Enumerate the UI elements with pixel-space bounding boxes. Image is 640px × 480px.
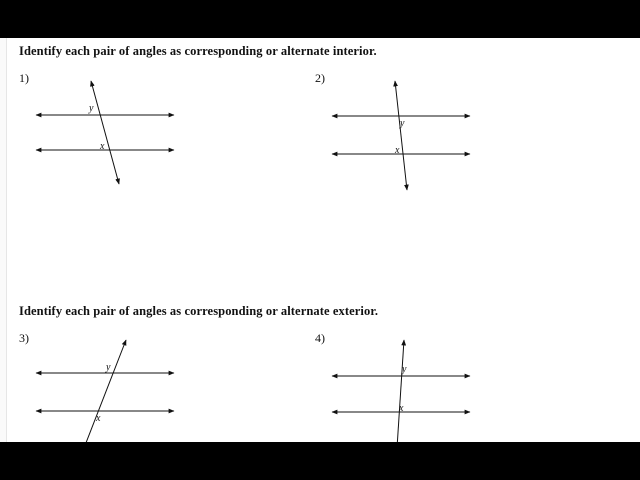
problem-number-4: 4)	[315, 331, 325, 345]
angle-label-x: x	[100, 141, 105, 152]
transversal	[397, 340, 404, 442]
problem-number-2: 2)	[315, 71, 325, 85]
diagram-2	[332, 81, 470, 190]
worksheet-page	[0, 38, 640, 442]
problem-number-1: 1)	[19, 71, 29, 85]
transversal	[395, 81, 407, 190]
problem-number-3: 3)	[19, 331, 29, 345]
angle-label-x: x	[395, 145, 400, 156]
angle-label-y: y	[400, 118, 405, 129]
angle-label-x: x	[96, 413, 101, 424]
instruction-2: Identify each pair of angles as corresponding or alternate exterior.	[19, 304, 379, 318]
diagram-1	[36, 81, 174, 184]
angle-label-y: y	[89, 103, 94, 114]
diagram-4	[332, 340, 470, 442]
instruction-1: Identify each pair of angles as corresponding or alternate interior.	[19, 44, 377, 58]
angle-label-y: y	[106, 362, 111, 373]
transversal	[91, 81, 119, 184]
transversal	[84, 340, 126, 442]
diagrams	[0, 38, 640, 442]
angle-label-y: y	[402, 364, 407, 375]
diagram-3	[36, 340, 174, 442]
angle-label-x: x	[399, 403, 404, 414]
